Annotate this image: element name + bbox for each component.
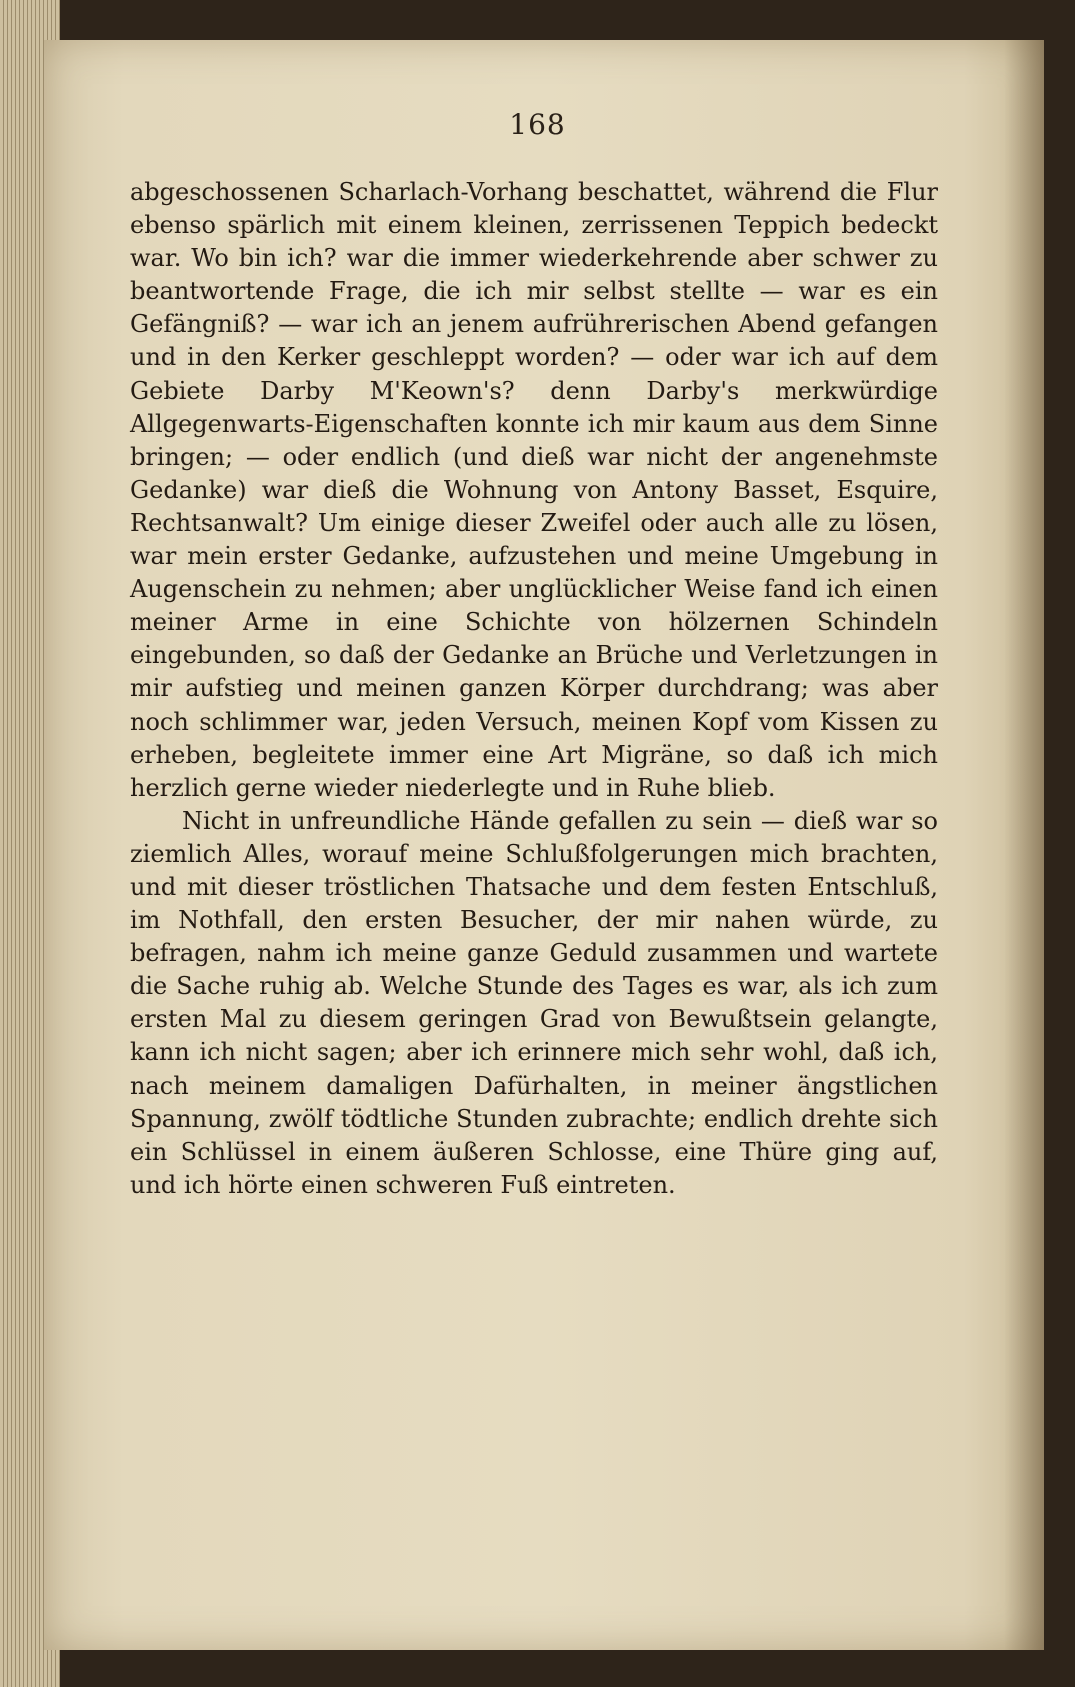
paragraph: abgeschossenen Scharlach-Vorhang beschattet, während die Flur ebenso spärlich mit einem kleinen, zerrissenen Teppich bedeckt war. Wo bin ich? war die immer wiederkehrende aber schwer zu beantwortende Frage, die ich mir selbst stellte — war es ein Gefängniß? — war ich an jenem aufrührerischen Abend gefangen und in den Kerker geschleppt worden? — oder war ich auf dem Gebiete Darby M'Keown's? denn Darby's merkwürdige Allgegenwarts-Eigenschaften konnte ich mir kaum aus dem Sinne bringen; — oder endlich (und dieß war nicht der angenehmste Gedanke) war dieß die Wohnung von Antony Basset, Esquire, Rechtsanwalt? Um einige dieser Zweifel oder auch alle zu lösen, war mein erster Gedanke, aufzustehen und meine Umgebung in Augenschein zu nehmen; aber unglücklicher Weise fand ich einen meiner Arme in eine Schichte von hölzernen Schindeln eingebunden, so daß der Gedanke an Brüche und Verletzungen in mir aufstieg und meinen ganzen Körper durchdrang; was aber noch schlimmer war, jeden Versuch, meinen Kopf vom Kissen zu erheben, begleitete immer eine Art Migräne, so daß ich mich herzlich gerne wieder niederlegte und in Ruhe blieb. (130, 178, 938, 802)
gutter-shadow (1004, 40, 1044, 1650)
body-text (130, 176, 938, 1202)
paragraph: Nicht in unfreundliche Hände gefallen zu sein — dieß war so ziemlich Alles, worauf meine Schlußfolgerungen mich brachten, und mit dieser tröstlichen Thatsache und dem festen Entschluß, im Nothfall, den ersten Besucher, der mir nahen würde, zu befragen, nahm ich meine ganze Geduld zusammen und wartete die Sache ruhig ab. Welche Stunde des Tages es war, als ich zum ersten Mal zu diesem geringen Grad von Bewußtsein gelangte, kann ich nicht sagen; aber ich erinnere mich sehr wohl, daß ich, nach meinem damaligen Dafürhalten, in meiner ängstlichen Spannung, zwölf tödtliche Stunden zubrachte; endlich drehte sich ein Schlüssel in einem äußeren Schlosse, eine Thüre ging auf, und ich hörte einen schweren Fuß eintreten. (130, 806, 938, 1199)
page-number: 168 (509, 108, 566, 141)
